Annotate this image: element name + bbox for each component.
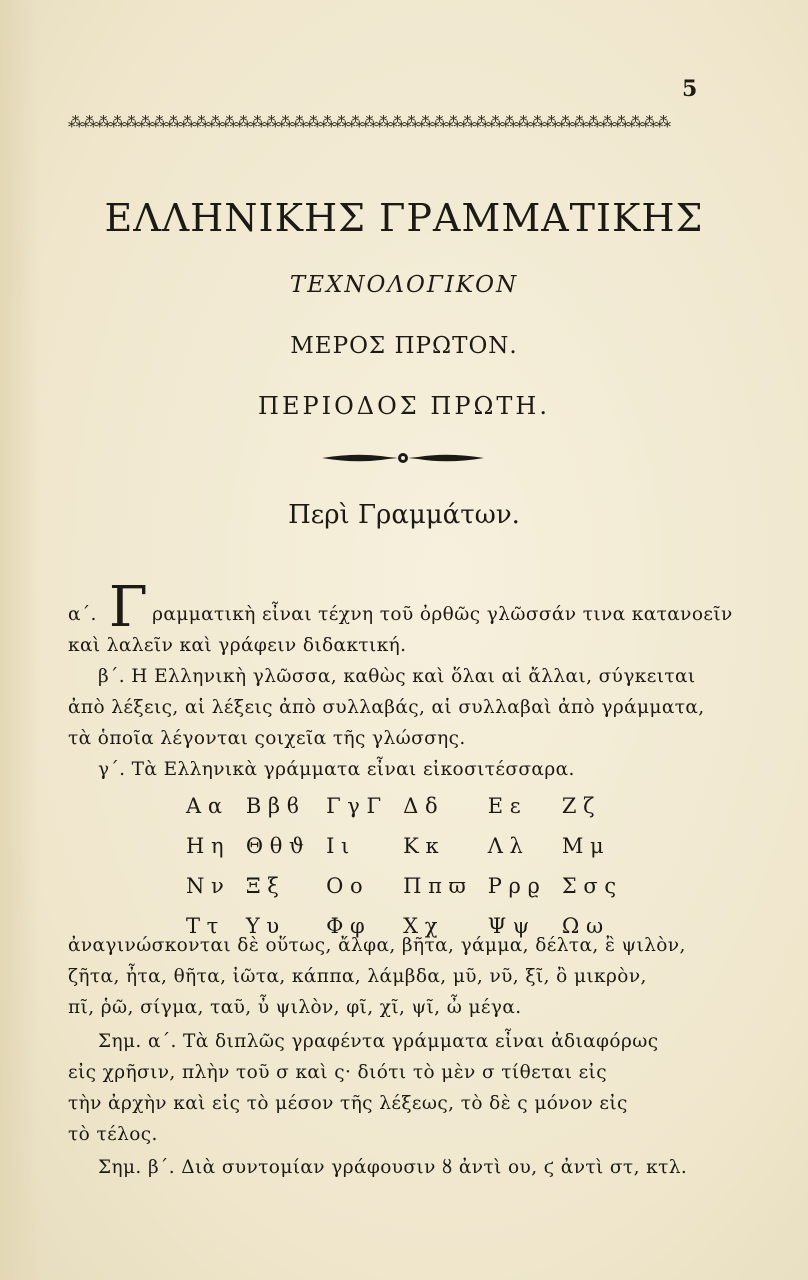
paragraph-number: α΄. <box>68 604 97 625</box>
alphabet-table <box>186 786 638 946</box>
paragraph-gamma-line-1: γ΄. Τὰ Ελληνικὰ γράμματα εἶναι εἰκοσιτέσσαρα. <box>98 759 575 780</box>
letter-cell: Η η <box>186 834 224 858</box>
paragraph-beta-line-2: ἀπὸ λέξεις, αἱ λέξεις ἀπὸ συλλαβάς, αἱ συλλαβαὶ ἀπὸ γράμματα, <box>68 697 705 718</box>
page-gutter-shadow <box>0 0 40 1280</box>
letter-cell: Σ σ ς <box>561 874 617 898</box>
letter-names-paragraph <box>68 930 740 1023</box>
page-number: 5 <box>682 76 698 102</box>
ornamental-header-rule: ⁂⁂⁂⁂⁂⁂⁂⁂⁂⁂⁂⁂⁂⁂⁂⁂⁂⁂⁂⁂⁂⁂⁂⁂⁂⁂⁂⁂⁂⁂⁂⁂⁂⁂⁂⁂⁂⁂⁂⁂⁂⁂⁂ <box>68 113 670 131</box>
letter-cell: Τ τ <box>186 914 219 938</box>
period-heading: ΠΕΡΙΟΔΟΣ ΠΡΩΤΗ. <box>258 392 550 420</box>
note-beta <box>68 1152 740 1183</box>
letter-cell: Μ μ <box>561 834 604 858</box>
text-line: ραμματικὴ εἶναι τέχνη τοῦ ὀρθῶς γλῶσσάν τινα κατανοεῖν <box>152 604 733 625</box>
letter-cell: Ν ν <box>186 874 224 898</box>
alphabet-row <box>186 786 638 826</box>
letter-cell: Ξ ξ <box>245 874 279 898</box>
note-alpha <box>68 1026 740 1150</box>
letter-cell: Ρ ρ ϱ <box>487 874 540 898</box>
letter-cell: Χ χ <box>403 914 438 938</box>
text-line: εἰς χρῆσιν, πλὴν τοῦ σ καὶ ς· διότι τὸ μὲν σ τίθεται εἰς <box>68 1062 607 1083</box>
text-line: ζῆτα, ἦτα, θῆτα, ἰῶτα, κάππα, λάμβδα, μῦ, νῦ, ξῖ, ὂ μικρὸν, <box>68 966 647 987</box>
book-title: ΕΛΛΗΝΙΚΗΣ ΓΡΑΜΜΑΤΙΚΗΣ <box>104 196 704 240</box>
letter-cell: Ο ο <box>326 874 363 898</box>
letter-cell: Ε ε <box>487 794 521 818</box>
letter-cell: Λ λ <box>487 834 523 858</box>
letter-cell: Κ κ <box>403 834 439 858</box>
letter-cell: Ι ι <box>326 834 350 858</box>
letter-cell: Ζ ζ <box>561 794 595 818</box>
book-subtitle: ΤΕΧΝΟΛΟΓΙΚΟΝ <box>289 272 519 298</box>
text-line: τὴν ἀρχὴν καὶ εἰς τὸ μέσον τῆς λέξεως, τὸ δὲ ς μόνον εἰς <box>68 1093 628 1114</box>
paragraph-beta-line-1: β΄. Η Ελληνικὴ γλῶσσα, καθὼς καὶ ὅλαι αἱ ἄλλαι, σύγκειται <box>98 666 696 687</box>
paragraph-beta-line-3: τὰ ὁποῖα λέγονται ςοιχεῖα τῆς γλώσσης. <box>68 728 466 749</box>
letter-cell: Δ δ <box>403 794 438 818</box>
text-line: Σημ. α΄. Τὰ διπλῶς γραφέντα γράμματα εἶναι ἀδιαφόρως <box>98 1031 659 1052</box>
section-heading: Περὶ Γραμμάτων. <box>288 500 520 530</box>
letter-cell: Α α <box>186 794 223 818</box>
decorative-divider <box>318 448 488 468</box>
text-line: πῖ, ῥῶ, σίγμα, ταῦ, ὖ ψιλὸν, φῖ, χῖ, ψῖ, ὦ μέγα. <box>68 997 522 1018</box>
letter-cell: Β β ϐ <box>245 794 299 818</box>
alphabet-row <box>186 866 638 906</box>
letter-cell: Ψ ψ <box>487 914 530 938</box>
alphabet-row <box>186 826 638 866</box>
letter-cell: Ω ω <box>561 914 604 938</box>
letter-cell: Υ υ <box>245 914 280 938</box>
letter-cell: Φ φ <box>326 914 365 938</box>
part-heading: ΜΕΡΟΣ ΠΡΩΤΟΝ. <box>290 333 518 359</box>
letter-cell: Γ γ Γ <box>326 794 382 818</box>
letter-cell: Π π ϖ <box>403 874 466 898</box>
paragraph-alpha-line-2: καὶ λαλεῖν καὶ γράφειν διδακτική. <box>68 635 407 656</box>
paragraph-alpha <box>68 575 740 785</box>
paragraph-alpha-line-1 <box>68 575 740 640</box>
letter-cell: Θ θ ϑ <box>245 834 305 858</box>
drop-cap: Γ <box>108 575 149 640</box>
text-line: Σημ. β΄. Διὰ συντομίαν γράφουσιν ȣ ἀντὶ ου, ϛ ἀντὶ στ, κτλ. <box>98 1157 688 1178</box>
text-line: τὸ τέλος. <box>68 1124 158 1145</box>
text-line: ἀναγινώσκονται δὲ οὕτως, ἄλφα, βῆτα, γάμμα, δέλτα, ἒ ψιλὸν, <box>68 935 686 956</box>
